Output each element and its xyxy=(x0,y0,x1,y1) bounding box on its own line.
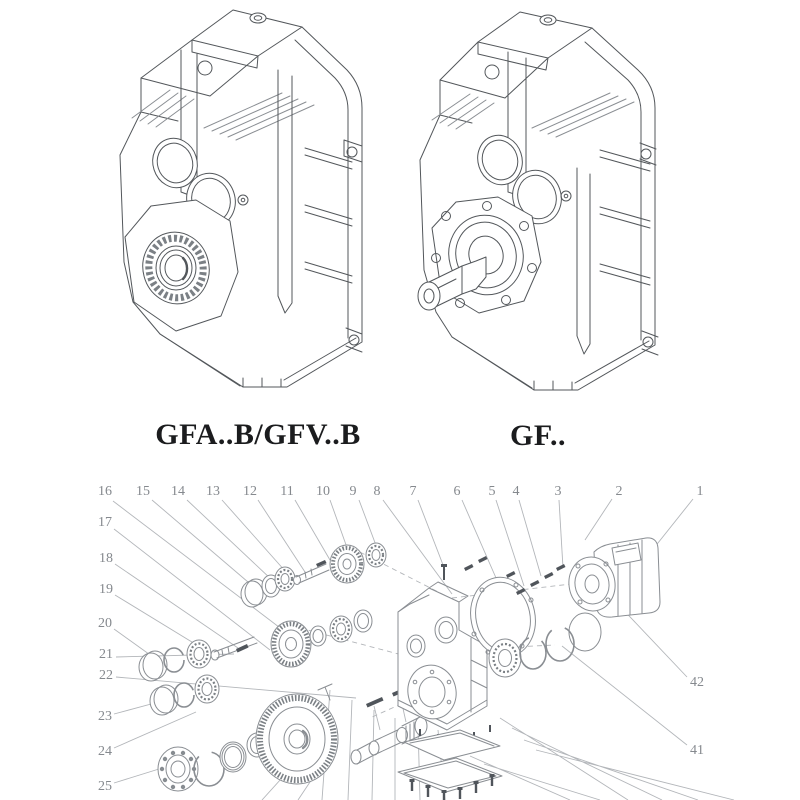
callout-line-15 xyxy=(152,500,255,588)
callout-number-41: 41 xyxy=(690,743,704,759)
figure-label-gf: GF.. xyxy=(510,419,566,452)
callout-line-4 xyxy=(519,500,541,576)
callout-line-24 xyxy=(114,712,196,748)
callout-number-2: 2 xyxy=(615,484,623,500)
callout-line-8 xyxy=(383,500,452,594)
callout-number-25: 25 xyxy=(98,779,112,795)
gearbox-drawing-gfab-gfv xyxy=(120,10,362,387)
callout-number-22: 22 xyxy=(99,668,113,684)
callout-number-18: 18 xyxy=(99,551,113,567)
callout-number-12: 12 xyxy=(243,484,257,500)
callout-number-17: 17 xyxy=(98,515,112,531)
callout-number-14: 14 xyxy=(171,484,185,500)
callout-number-24: 24 xyxy=(98,744,112,760)
callout-number-42: 42 xyxy=(690,675,704,691)
exploded-parts-diagram xyxy=(98,484,734,800)
intermediate-shaft-assembly xyxy=(139,610,372,681)
callout-line-9 xyxy=(359,500,377,548)
input-shaft-assembly xyxy=(241,543,386,607)
callout-line-2 xyxy=(585,499,612,540)
callout-number-11: 11 xyxy=(280,484,294,500)
callout-line-7 xyxy=(418,500,445,570)
callout-number-13: 13 xyxy=(206,484,220,500)
callout-line-12 xyxy=(258,500,305,572)
output-gear-assembly xyxy=(150,675,338,791)
callout-line-13 xyxy=(222,500,286,572)
callout-number-19: 19 xyxy=(99,582,113,598)
callout-number-7: 7 xyxy=(409,484,417,500)
callout-number-21: 21 xyxy=(99,647,113,663)
callout-line-41 xyxy=(562,646,687,745)
callout-line-14 xyxy=(187,500,272,580)
callout-line-19 xyxy=(115,595,205,650)
callout-number-15: 15 xyxy=(136,484,150,500)
callout-number-16: 16 xyxy=(98,484,112,500)
callout-number-6: 6 xyxy=(453,484,461,500)
callout-number-9: 9 xyxy=(349,484,357,500)
callout-line-16 xyxy=(113,501,296,640)
gearbox-drawing-gf xyxy=(418,12,658,390)
callout-line-3 xyxy=(559,500,563,568)
callout-number-4: 4 xyxy=(512,484,520,500)
callout-number-3: 3 xyxy=(554,484,562,500)
figure-label-gfab-gfv: GFA..B/GFV..B xyxy=(155,418,361,451)
callout-number-10: 10 xyxy=(316,484,330,500)
callout-number-8: 8 xyxy=(373,484,381,500)
electric-motor xyxy=(565,538,660,617)
callout-number-1: 1 xyxy=(696,484,704,500)
callout-line-11 xyxy=(295,500,330,560)
callout-number-20: 20 xyxy=(98,616,112,632)
callout-number-5: 5 xyxy=(488,484,496,500)
callout-number-23: 23 xyxy=(98,709,112,725)
